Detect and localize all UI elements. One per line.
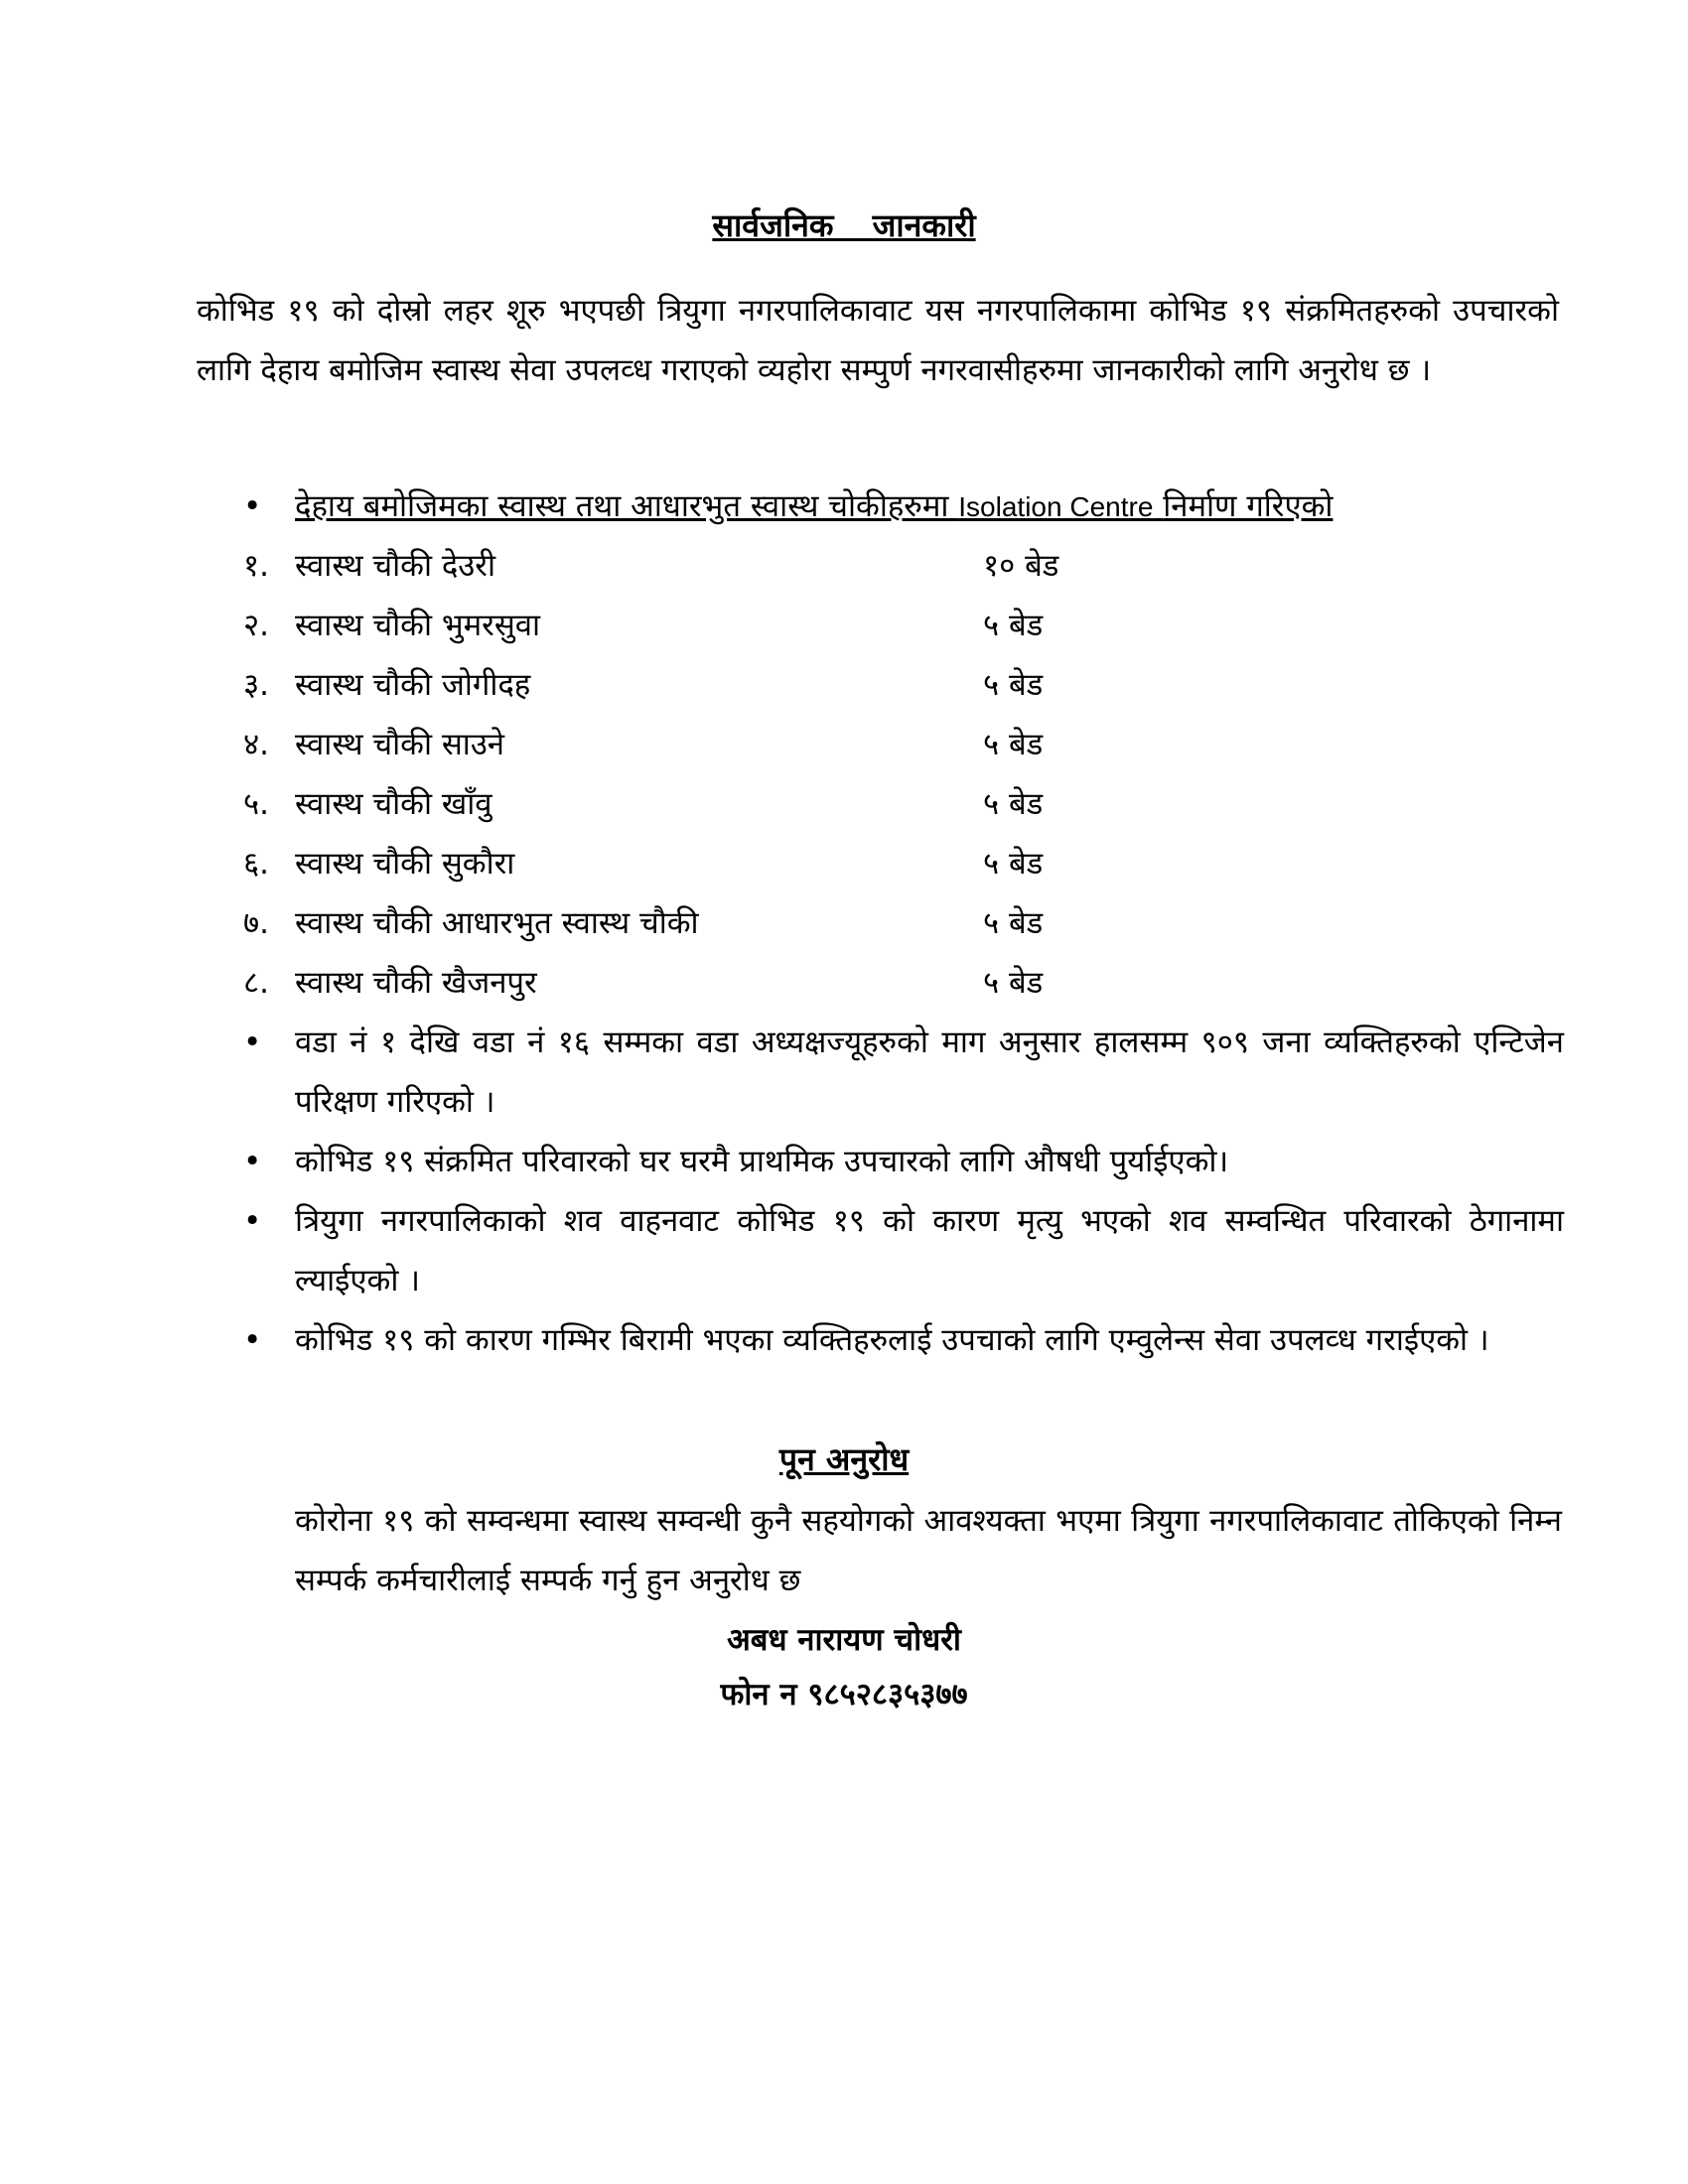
facility-beds: ५ बेड (983, 846, 1044, 882)
facility-beds: ५ बेड (983, 905, 1044, 941)
section-heading-request: पून अनुरोध (778, 1440, 910, 1478)
facility-row (243, 834, 1137, 893)
facility-row (243, 715, 1137, 774)
bullet-isolation-text (295, 477, 1564, 537)
bullet-ambulance-service (243, 1310, 1564, 1370)
intro-paragraph: कोभिड १९ को दोस्रो लहर शूरु भएपछी त्रियुगा नगरपालिकावाट यस नगरपालिकामा कोभिड १९ संक्रमितहरुको उपचारको लागि देहाय बमोजिम स्वास्थ सेवा उपलव्ध गराएको व्यहोरा सम्पुर्ण नगरवासीहरुमा जानकारीको लागि अनुरोध छ । (197, 293, 1559, 388)
bullet-text: वडा नं १ देखि वडा नं १६ सम्मका वडा अध्यक्षज्यूहरुको माग अनुसार हालसम्म ९०९ जना व्यक्तिहरुको एन्टिजेन परिक्षण गरिएको । (295, 1024, 1564, 1120)
bullet-antigen-tests (243, 1013, 1564, 1132)
facility-number: ४. (243, 727, 269, 762)
facility-row (243, 893, 1137, 953)
contact-phone: फोन न ९८५२८३५३७७ (720, 1677, 968, 1712)
facility-name: स्वास्थ चौकी आधारभुत स्वास्थ चौकी (295, 905, 699, 941)
facility-number: १. (243, 548, 269, 584)
facility-name: स्वास्थ चौकी खैजनपुर (295, 965, 537, 1001)
bullet-isolation-text-before: देहाय बमोजिमका स्वास्थ तथा आधारभुत स्वास्थ चोकीहरुमा (295, 488, 949, 524)
bullet-marker: • (243, 1024, 262, 1060)
facility-name: स्वास्थ चौकी सुकौरा (295, 846, 515, 882)
bullet-marker: • (243, 488, 262, 524)
facility-beds: ५ बेड (983, 608, 1044, 643)
facility-row (243, 953, 1137, 1013)
facility-number: ८. (243, 965, 269, 1001)
bullet-isolation-text-after: निर्माण गरिएको (1163, 488, 1334, 524)
facility-name: स्वास्थ चौकी खाँवु (295, 786, 492, 822)
bullet-text: कोभिड १९ संक्रमित परिवारको घर घरमै प्राथमिक उपचारको लागि औषधी पुर्याईएको। (295, 1144, 1229, 1179)
page-title: सार्वजनिक जानकारी (712, 206, 976, 244)
facility-name: स्वास्थ चौकी देउरी (295, 548, 495, 584)
facility-beds: ५ बेड (983, 727, 1044, 762)
facility-beds: ५ बेड (983, 786, 1044, 822)
request-paragraph: कोरोना १९ को सम्वन्धमा स्वास्थ सम्वन्धी कुनै सहयोगको आवश्यक्ता भएमा त्रियुगा नगरपालिकावाट तोकिएको निम्न सम्पर्क कर्मचारीलाई सम्पर्क गर्नु हुन अनुरोध छ (295, 1503, 1562, 1598)
facility-beds: ५ बेड (983, 965, 1044, 1001)
facility-beds: १० बेड (983, 548, 1059, 584)
bullet-medicine-delivery (243, 1132, 1564, 1191)
bullet-text: कोभिड १९ को कारण गम्भिर बिरामी भएका व्यक्तिहरुलाई उपचाको लागि एम्वुलेन्स सेवा उपलव्ध गराईएको । (295, 1322, 1489, 1358)
bullet-isolation-text-latin: Isolation Centre (958, 491, 1154, 522)
facility-number: ६. (243, 846, 269, 882)
facility-beds: ५ बेड (983, 667, 1044, 703)
bullet-hearse-service (243, 1191, 1564, 1310)
bullet-marker: • (243, 1144, 262, 1179)
bullet-isolation-centres (243, 477, 1564, 537)
facility-row (243, 774, 1137, 834)
facility-number: २. (243, 608, 269, 643)
facility-number: ५. (243, 786, 269, 822)
facility-row (243, 655, 1137, 715)
facility-row (243, 596, 1137, 655)
bullet-marker: • (243, 1322, 262, 1358)
facility-name: स्वास्थ चौकी जोगीदह (295, 667, 531, 703)
facility-number: ३. (243, 667, 269, 703)
facility-row (243, 536, 1137, 596)
facility-name: स्वास्थ चौकी साउने (295, 727, 505, 762)
bullet-marker: • (243, 1203, 262, 1239)
facility-name: स्वास्थ चौकी भुमरसुवा (295, 608, 541, 643)
contact-name: अबध नारायण चोधरी (727, 1622, 961, 1658)
bullet-text: त्रियुगा नगरपालिकाको शव वाहनवाट कोभिड १९ को कारण मृत्यु भएको शव सम्वन्धित परिवारको ठेगानामा ल्याईएको । (295, 1203, 1564, 1298)
facility-number: ७. (243, 905, 269, 941)
